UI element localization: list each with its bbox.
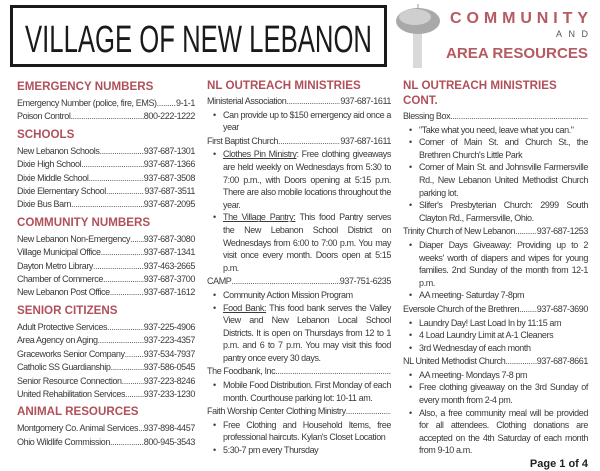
listing-name: Blessing Box <box>403 111 451 121</box>
listing-name: Dixie Middle School <box>17 172 89 183</box>
listing-name: Graceworks Senior Company <box>17 348 125 359</box>
phone-number: 937-687-1611 <box>340 135 391 146</box>
listing-row <box>17 422 195 435</box>
listing-row <box>207 365 391 378</box>
leader-dots <box>130 233 144 246</box>
section-heading: EMERGENCY NUMBERS <box>17 80 154 93</box>
bullet-item <box>403 124 588 137</box>
leader-dots <box>450 110 588 123</box>
listing-row <box>17 273 195 286</box>
column-directory <box>17 76 195 449</box>
section-heading: SCHOOLS <box>17 127 75 141</box>
leader-dots <box>505 355 536 368</box>
section-heading: NL OUTREACH MINISTRIES CONT. <box>403 79 557 107</box>
bullet-item <box>403 342 588 355</box>
listing-name: United Rehabilitation Services <box>17 388 126 399</box>
listing-name: Dixie Bus Barn <box>17 199 71 210</box>
bullet-item <box>207 289 391 302</box>
phone-number: 937-687-1341 <box>143 247 195 258</box>
bullet-text: This food Pantry serves the New Lebanon School District on Wednesdays from 6:00 to 7:00 p.m. You may visit once every month. Doors open at 5:15 p.m. <box>223 212 392 273</box>
listing-name: New Lebanon Schools <box>17 145 100 156</box>
leader-dots <box>110 436 144 449</box>
listing-row <box>17 185 195 198</box>
bullet-item <box>207 302 391 365</box>
listing-name: Dixie High School <box>17 159 82 170</box>
leader-dots <box>99 145 143 158</box>
phone-number: 937-687-3690 <box>536 303 588 314</box>
leader-dots <box>110 361 143 374</box>
logo-community: COMMUNITY <box>450 10 588 27</box>
logo <box>446 4 592 66</box>
listing-name: Area Agency on Aging <box>17 335 98 346</box>
section-heading: NL OUTREACH MINISTRIES <box>207 79 361 92</box>
listing-row <box>403 225 588 238</box>
phone-number: 937-687-8661 <box>536 356 588 367</box>
column-outreach <box>207 76 391 458</box>
leader-dots <box>286 95 340 108</box>
leader-dots <box>107 321 144 334</box>
bullet-item <box>403 289 588 302</box>
section-heading: SENIOR CITIZENS <box>17 303 118 317</box>
phone-number: 937-687-3511 <box>144 186 195 197</box>
bullet-item <box>403 317 588 330</box>
water-tower-image <box>393 4 443 68</box>
column-outreach-cont <box>403 76 588 471</box>
listing-row <box>17 260 195 273</box>
bullet-label: The Village Pantry: <box>223 212 296 223</box>
listing-row <box>207 135 391 148</box>
listing-name: CAMP <box>207 276 232 287</box>
phone-number: 937-687-1366 <box>143 159 195 170</box>
leader-dots <box>278 135 340 148</box>
bullet-text: Diaper Days Giveaway: Providing up to 2 weeks' worth of diapers and wipes for young families. 2nd Sunday of the month from 12-1 p.m. <box>419 239 588 288</box>
listing-row <box>17 361 195 374</box>
leader-dots <box>125 388 144 401</box>
leader-dots <box>103 273 144 286</box>
listing-row <box>207 95 391 108</box>
leader-dots <box>71 198 144 211</box>
listing-name: New Lebanon Post Office <box>17 287 110 298</box>
bullet-text: Community Action Mission Program <box>223 289 353 300</box>
listing-row <box>17 436 195 449</box>
page-number: Page 1 of 4 <box>529 458 588 471</box>
bullet-item <box>403 161 588 199</box>
bullet-label: Clothes Pin Ministry <box>223 149 297 160</box>
phone-number: 937-534-7937 <box>143 348 195 359</box>
listing-row <box>17 321 195 334</box>
listing-row <box>403 303 588 316</box>
listing-row <box>17 286 195 299</box>
listing-row <box>17 110 195 123</box>
bullet-label: Food Bank: <box>223 302 267 313</box>
leader-dots <box>231 275 339 288</box>
leader-dots <box>515 225 537 238</box>
listing-row <box>17 172 195 185</box>
listing-row <box>17 145 195 158</box>
phone-number: 937-223-4357 <box>143 335 195 346</box>
bullet-item <box>403 239 588 289</box>
phone-number: 800-945-3543 <box>143 436 195 447</box>
listing-name: Eversole Church of the Brethren <box>403 303 520 314</box>
bullet-list <box>207 148 391 274</box>
page-title: VILLAGE OF NEW LEBANON <box>25 19 372 61</box>
phone-number: 937-687-1301 <box>143 145 195 156</box>
listing-name: Chamber of Commerce <box>17 274 103 285</box>
bullet-item <box>403 369 588 382</box>
phone-number: 937-463-2665 <box>143 260 195 271</box>
bullet-text: Also, a free community meal will be provided for all attendees. Clothing donations are accepted on the 4th Saturday of each month from 9-10 a.m. <box>419 407 588 456</box>
listing-row <box>403 110 588 123</box>
listing-row <box>17 348 195 361</box>
leader-dots <box>519 303 537 316</box>
listing-name: Poison Control <box>17 111 71 122</box>
bullet-item <box>403 136 588 161</box>
listing-name: Ohio Wildlife Commission <box>17 436 110 447</box>
phone-number: 937-687-3508 <box>143 172 195 183</box>
leader-dots <box>110 286 144 299</box>
leader-dots <box>98 334 144 347</box>
bullet-list <box>207 289 391 365</box>
bullet-list <box>403 239 588 302</box>
phone-number: 937-751-6235 <box>339 276 391 287</box>
phone-number: 937-223-8246 <box>143 375 195 386</box>
bullet-text: AA meeting- Saturday 7-8pm <box>419 290 525 301</box>
bullet-list <box>403 369 588 457</box>
bullet-text: Laundry Day! Last Load In by 11:15 am <box>419 317 562 328</box>
bullet-item <box>403 329 588 342</box>
listing-row <box>17 233 195 246</box>
listing-name: New Lebanon Non-Emergency <box>17 233 131 244</box>
bullet-text: Corner of Main St. and Church St., the Brethren Church's Little Park <box>419 137 588 160</box>
bullet-list <box>207 109 391 134</box>
phone-number: 937-687-3700 <box>143 274 195 285</box>
listing-name: Faith Worship Center Clothing Ministry <box>207 406 346 417</box>
leader-dots <box>277 365 391 378</box>
bullet-text: Free clothing giveaway on the 3rd Sunday of every month from 2-4 pm. <box>419 382 588 406</box>
leader-dots <box>70 110 143 123</box>
bullet-item <box>403 381 588 406</box>
logo-area-resources: AREA RESOURCES <box>446 45 588 62</box>
phone-number: 937-586-0545 <box>143 362 195 373</box>
listing-name: Dixie Elementary School <box>17 186 106 197</box>
bullet-text: "Take what you need, leave what you can." <box>419 124 574 135</box>
listing-row <box>17 334 195 347</box>
bullet-list <box>403 317 588 355</box>
leader-dots <box>81 158 144 171</box>
listing-name: Catholic SS Guardianship <box>17 362 111 373</box>
bullet-list <box>403 124 588 225</box>
phone-number: 937-687-1612 <box>143 287 195 298</box>
leader-dots <box>106 185 145 198</box>
phone-number: 9-1-1 <box>175 98 195 108</box>
bullet-item <box>207 211 391 274</box>
listing-row <box>17 97 195 110</box>
listing-row <box>207 405 391 418</box>
leader-dots <box>101 246 144 259</box>
leader-dots <box>157 97 176 110</box>
listing-name: NL United Methodist Church <box>403 356 506 367</box>
bullet-text: 5:30-7 pm every Thursday <box>223 445 319 456</box>
listing-name: First Baptist Church <box>207 135 279 146</box>
listing-row <box>17 388 195 401</box>
bullet-text: Corner of Main St. and Johnsville Farmersville Rd., New Lebanon United Methodist Church parking lot. <box>419 162 588 198</box>
bullet-text: 3rd Wednesday of each month <box>419 342 531 353</box>
leader-dots <box>88 172 143 185</box>
leader-dots <box>122 375 144 388</box>
bullet-text: : Free clothing giveaways are held weekly on Wednesdays from 5:30 to 7:00 p.m., with Doors opening at 5:15 p.m. There are also mobile locations throughout the year. <box>223 149 391 210</box>
phone-number: 937-233-1230 <box>143 388 195 399</box>
phone-number: 937-687-3080 <box>143 233 195 244</box>
bullet-list <box>207 379 391 404</box>
listing-row <box>17 246 195 259</box>
phone-number: 937-898-4457 <box>143 423 195 434</box>
logo-and: AND <box>556 29 588 39</box>
bullet-text: Mobile Food Distribution. First Monday of each month. Courthouse parking lot: 10-11 am. <box>223 380 391 403</box>
phone-number: 937-225-4906 <box>143 321 195 332</box>
bullet-text: 4 Load Laundry Limit at A-1 Cleaners <box>419 330 554 341</box>
listing-name: Emergency Number (police, fire, EMS) <box>17 98 157 108</box>
bullet-text: This food bank serves the Valley View and New Lebanon Local School Districts. It is open on Thursdays from 12 to 1 p.m. and 6 to 7 p.m. You may visit this food pantry once every 30 days. <box>223 302 391 363</box>
listing-row <box>207 275 391 288</box>
page-title-box <box>10 5 387 67</box>
page-title-svg <box>13 8 384 64</box>
bullet-item <box>207 444 391 457</box>
bullet-item <box>207 148 391 211</box>
section-heading: COMMUNITY NUMBERS <box>17 215 151 229</box>
listing-name: Senior Resource Connection <box>17 375 122 386</box>
listing-row <box>403 355 588 368</box>
bullet-item <box>207 109 391 134</box>
listing-row <box>17 375 195 388</box>
phone-number: 937-687-1611 <box>340 96 391 106</box>
phone-number: 937-687-1253 <box>536 226 588 237</box>
bullet-item <box>207 379 391 404</box>
section-heading: ANIMAL RESOURCES <box>17 405 139 419</box>
bullet-item <box>207 419 391 444</box>
bullet-list <box>207 419 391 457</box>
bullet-text: AA meeting- Mondays 7-8 pm <box>419 369 528 380</box>
leader-dots <box>93 260 144 273</box>
listing-name: Montgomery Co. Animal Services <box>17 423 139 434</box>
listing-name: Trinity Church of New Lebanon <box>403 226 516 237</box>
listing-name: Adult Protective Services <box>17 321 108 332</box>
listing-name: Dayton Metro Library <box>17 260 94 271</box>
listing-row <box>17 158 195 171</box>
leader-dots <box>346 405 391 418</box>
phone-number: 937-687-2095 <box>143 199 195 210</box>
leader-dots <box>125 348 144 361</box>
bullet-text: Can provide up to $150 emergency aid once a year <box>223 109 391 133</box>
bullet-text: Slifer's Presbyterian Church: 2999 South Clayton Rd., Farmersville, Ohio. <box>419 200 588 223</box>
listing-name: Village Municipal Office <box>17 247 101 258</box>
bullet-text: Free Clothing and Household Items, free professional haircuts. Kylan's Closet Location <box>223 419 391 443</box>
listing-name: The Foodbank, Inc. <box>207 366 278 377</box>
phone-number: 800-222-1222 <box>143 111 195 122</box>
bullet-item <box>403 199 588 224</box>
listing-row <box>17 198 195 211</box>
bullet-item <box>403 407 588 457</box>
listing-name: Ministerial Association <box>207 96 287 106</box>
